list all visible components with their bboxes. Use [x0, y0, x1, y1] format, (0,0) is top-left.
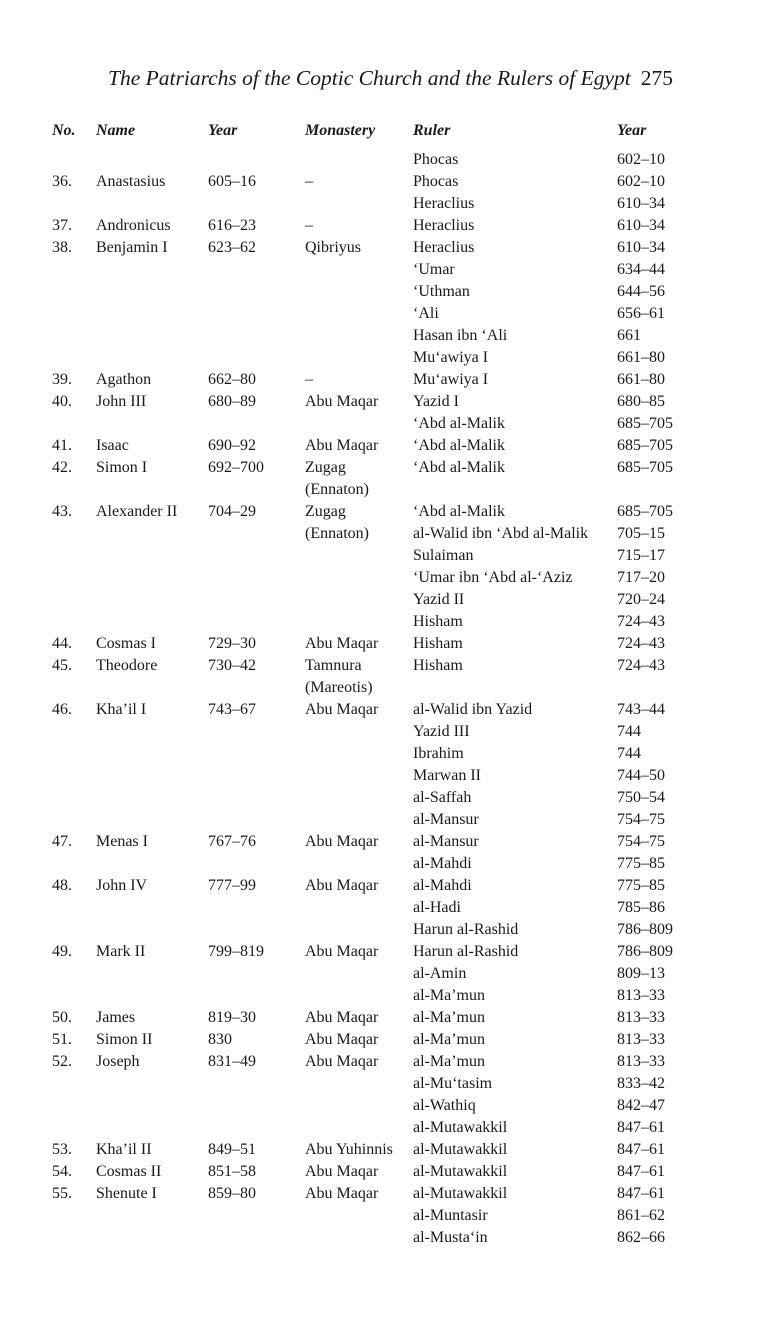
cell-ruler-year: 786–809	[617, 943, 673, 960]
cell-ruler: ‘Ali	[413, 305, 439, 322]
cell-ruler: Mu‘awiya I	[413, 349, 489, 366]
cell-monastery: Abu Maqar	[305, 1009, 379, 1026]
cell-year: 831–49	[208, 1053, 256, 1070]
table-row	[0, 898, 784, 920]
cell-no: 50.	[52, 1009, 72, 1026]
cell-ruler: al-Mutawakkil	[413, 1163, 508, 1180]
table-row	[0, 590, 784, 612]
cell-monastery: (Ennaton)	[305, 525, 369, 542]
table-row	[0, 1118, 784, 1140]
table-row	[0, 854, 784, 876]
table-row	[0, 832, 784, 854]
cell-name: Isaac	[96, 437, 129, 454]
cell-ruler-year: 724–43	[617, 613, 665, 630]
table-row	[0, 304, 784, 326]
cell-ruler-year: 775–85	[617, 877, 665, 894]
cell-ruler: al-Wathiq	[413, 1097, 476, 1114]
cell-year: 859–80	[208, 1185, 256, 1202]
cell-year: 616–23	[208, 217, 256, 234]
table-row	[0, 722, 784, 744]
table-row	[0, 1008, 784, 1030]
cell-year: 692–700	[208, 459, 264, 476]
cell-ruler: ‘Umar ibn ‘Abd al-‘Aziz	[413, 569, 573, 586]
cell-name: James	[96, 1009, 136, 1026]
cell-ruler: al-Walid ibn ‘Abd al-Malik	[413, 525, 589, 542]
cell-monastery: Abu Maqar	[305, 877, 379, 894]
table-row	[0, 1228, 784, 1250]
cell-ruler: al-Mansur	[413, 811, 479, 828]
cell-no: 41.	[52, 437, 72, 454]
cell-ruler: ‘Uthman	[413, 283, 470, 300]
cell-ruler: Heraclius	[413, 217, 475, 234]
cell-no: 44.	[52, 635, 72, 652]
cell-monastery: –	[305, 217, 313, 234]
cell-name: Cosmas II	[96, 1163, 162, 1180]
cell-ruler-year: 813–33	[617, 987, 665, 1004]
cell-name: John III	[96, 393, 147, 410]
cell-no: 51.	[52, 1031, 72, 1048]
cell-monastery: Abu Maqar	[305, 1031, 379, 1048]
column-header-monastery: Monastery	[305, 122, 376, 139]
table-row	[0, 150, 784, 172]
cell-ruler: Heraclius	[413, 239, 475, 256]
cell-ruler-year: 634–44	[617, 261, 665, 278]
table-row	[0, 1184, 784, 1206]
table-row	[0, 458, 784, 480]
cell-monastery: Zugag	[305, 503, 346, 520]
cell-ruler: Hisham	[413, 635, 463, 652]
cell-monastery: Tamnura	[305, 657, 362, 674]
cell-ruler-year: 685–705	[617, 415, 673, 432]
cell-ruler-year: 610–34	[617, 195, 665, 212]
cell-ruler-year: 717–20	[617, 569, 665, 586]
cell-ruler: ‘Umar	[413, 261, 455, 278]
cell-year: 729–30	[208, 635, 256, 652]
table-row	[0, 1140, 784, 1162]
page-number: 275	[640, 66, 673, 90]
cell-no: 46.	[52, 701, 72, 718]
table-row	[0, 766, 784, 788]
column-header-year: Year	[208, 122, 238, 139]
table-row	[0, 1206, 784, 1228]
cell-monastery: Abu Maqar	[305, 1185, 379, 1202]
table-row	[0, 260, 784, 282]
cell-name: Benjamin I	[96, 239, 168, 256]
table-row	[0, 810, 784, 832]
cell-name: Cosmas I	[96, 635, 156, 652]
cell-ruler-year: 661–80	[617, 371, 665, 388]
cell-ruler-year: 813–33	[617, 1009, 665, 1026]
cell-monastery: (Mareotis)	[305, 679, 373, 696]
table-row	[0, 744, 784, 766]
cell-ruler-year: 847–61	[617, 1163, 665, 1180]
cell-year: 690–92	[208, 437, 256, 454]
cell-name: Simon I	[96, 459, 148, 476]
table-row	[0, 326, 784, 348]
cell-ruler: Phocas	[413, 173, 459, 190]
cell-ruler-year: 813–33	[617, 1053, 665, 1070]
table-row	[0, 568, 784, 590]
cell-ruler-year: 656–61	[617, 305, 665, 322]
cell-ruler: Hisham	[413, 657, 463, 674]
cell-monastery: –	[305, 173, 313, 190]
cell-ruler-year: 775–85	[617, 855, 665, 872]
cell-ruler-year: 833–42	[617, 1075, 665, 1092]
cell-year: 849–51	[208, 1141, 256, 1158]
cell-ruler: ‘Abd al-Malik	[413, 503, 505, 520]
cell-year: 851–58	[208, 1163, 256, 1180]
cell-ruler: Harun al-Rashid	[413, 943, 519, 960]
table-row	[0, 238, 784, 260]
table-row	[0, 612, 784, 634]
cell-no: 54.	[52, 1163, 72, 1180]
cell-name: Joseph	[96, 1053, 140, 1070]
table-row	[0, 964, 784, 986]
cell-monastery: Zugag	[305, 459, 346, 476]
cell-ruler: al-Mutawakkil	[413, 1185, 508, 1202]
table-row	[0, 216, 784, 238]
table-row	[0, 678, 784, 700]
cell-monastery: Abu Yuhinnis	[305, 1141, 393, 1158]
cell-name: Menas I	[96, 833, 148, 850]
cell-name: Mark II	[96, 943, 146, 960]
cell-ruler: ‘Abd al-Malik	[413, 437, 505, 454]
cell-year: 819–30	[208, 1009, 256, 1026]
cell-name: Anastasius	[96, 173, 166, 190]
cell-ruler: al-Ma’mun	[413, 1031, 485, 1048]
cell-ruler: al-Ma’mun	[413, 987, 485, 1004]
cell-name: Kha’il II	[96, 1141, 152, 1158]
cell-name: Theodore	[96, 657, 158, 674]
table-row	[0, 1030, 784, 1052]
cell-ruler: al-Mahdi	[413, 855, 472, 872]
cell-ruler-year: 847–61	[617, 1119, 665, 1136]
cell-ruler-year: 754–75	[617, 811, 665, 828]
cell-monastery: Abu Maqar	[305, 701, 379, 718]
table-row	[0, 172, 784, 194]
table-row	[0, 392, 784, 414]
cell-ruler-year: 685–705	[617, 459, 673, 476]
cell-ruler-year: 644–56	[617, 283, 665, 300]
cell-no: 48.	[52, 877, 72, 894]
cell-ruler-year: 750–54	[617, 789, 665, 806]
cell-no: 49.	[52, 943, 72, 960]
cell-year: 777–99	[208, 877, 256, 894]
cell-ruler: Heraclius	[413, 195, 475, 212]
cell-ruler: al-Hadi	[413, 899, 461, 916]
cell-name: Andronicus	[96, 217, 171, 234]
cell-monastery: Abu Maqar	[305, 437, 379, 454]
table-row	[0, 480, 784, 502]
cell-no: 45.	[52, 657, 72, 674]
cell-year: 680–89	[208, 393, 256, 410]
column-header-no: No.	[52, 122, 76, 139]
cell-ruler: al-Saffah	[413, 789, 472, 806]
cell-no: 53.	[52, 1141, 72, 1158]
cell-ruler: Phocas	[413, 151, 459, 168]
cell-year: 662–80	[208, 371, 256, 388]
cell-ruler-year: 786–809	[617, 921, 673, 938]
cell-monastery: Abu Maqar	[305, 635, 379, 652]
cell-ruler: al-Musta‘in	[413, 1229, 488, 1246]
cell-year: 799–819	[208, 943, 264, 960]
cell-ruler-year: 813–33	[617, 1031, 665, 1048]
cell-ruler-year: 610–34	[617, 217, 665, 234]
cell-ruler: Hisham	[413, 613, 463, 630]
cell-ruler: al-Ma’mun	[413, 1009, 485, 1026]
table-row	[0, 348, 784, 370]
table-row	[0, 1074, 784, 1096]
cell-ruler-year: 842–47	[617, 1097, 665, 1114]
table-row	[0, 194, 784, 216]
cell-ruler-year: 861–62	[617, 1207, 665, 1224]
cell-monastery: (Ennaton)	[305, 481, 369, 498]
cell-ruler: al-Mu‘tasim	[413, 1075, 493, 1092]
cell-ruler: Hasan ibn ‘Ali	[413, 327, 508, 344]
table-row	[0, 634, 784, 656]
table-row	[0, 788, 784, 810]
table-row	[0, 502, 784, 524]
table-body	[0, 150, 784, 1250]
cell-no: 47.	[52, 833, 72, 850]
cell-monastery: Abu Maqar	[305, 393, 379, 410]
cell-name: Shenute I	[96, 1185, 157, 1202]
cell-no: 38.	[52, 239, 72, 256]
cell-no: 36.	[52, 173, 72, 190]
cell-year: 743–67	[208, 701, 256, 718]
cell-ruler-year: 602–10	[617, 173, 665, 190]
cell-ruler: al-Mutawakkil	[413, 1119, 508, 1136]
cell-no: 39.	[52, 371, 72, 388]
table-row	[0, 876, 784, 898]
cell-name: John IV	[96, 877, 148, 894]
cell-name: Simon II	[96, 1031, 153, 1048]
cell-ruler: Marwan II	[413, 767, 481, 784]
cell-ruler-year: 685–705	[617, 437, 673, 454]
cell-name: Kha’il I	[96, 701, 147, 718]
table-row	[0, 656, 784, 678]
cell-monastery: –	[305, 371, 313, 388]
cell-ruler-year: 602–10	[617, 151, 665, 168]
cell-ruler-year: 743–44	[617, 701, 665, 718]
cell-ruler: Mu‘awiya I	[413, 371, 489, 388]
cell-year: 704–29	[208, 503, 256, 520]
cell-ruler: al-Mutawakkil	[413, 1141, 508, 1158]
cell-ruler: ‘Abd al-Malik	[413, 459, 505, 476]
cell-name: Alexander II	[96, 503, 178, 520]
table-row	[0, 1162, 784, 1184]
cell-ruler: al-Ma’mun	[413, 1053, 485, 1070]
table-row	[0, 546, 784, 568]
cell-ruler: Harun al-Rashid	[413, 921, 519, 938]
table-row	[0, 282, 784, 304]
column-header-ruler: Ruler	[413, 122, 451, 139]
cell-ruler-year: 724–43	[617, 657, 665, 674]
table-row	[0, 436, 784, 458]
table-row	[0, 942, 784, 964]
table-row	[0, 700, 784, 722]
cell-year: 767–76	[208, 833, 256, 850]
cell-ruler-year: 785–86	[617, 899, 665, 916]
cell-ruler: Ibrahim	[413, 745, 464, 762]
cell-ruler: Yazid I	[413, 393, 459, 410]
cell-monastery: Abu Maqar	[305, 1163, 379, 1180]
cell-ruler: al-Muntasir	[413, 1207, 488, 1224]
cell-ruler-year: 715–17	[617, 547, 665, 564]
cell-ruler-year: 724–43	[617, 635, 665, 652]
cell-ruler-year: 754–75	[617, 833, 665, 850]
cell-ruler-year: 847–61	[617, 1141, 665, 1158]
table-header	[0, 120, 784, 146]
cell-no: 37.	[52, 217, 72, 234]
column-header-ruler-year: Year	[617, 122, 647, 139]
cell-ruler-year: 705–15	[617, 525, 665, 542]
cell-ruler: ‘Abd al-Malik	[413, 415, 505, 432]
cell-ruler-year: 680–85	[617, 393, 665, 410]
cell-year: 830	[208, 1031, 232, 1048]
cell-monastery: Abu Maqar	[305, 943, 379, 960]
table-row	[0, 1096, 784, 1118]
cell-year: 730–42	[208, 657, 256, 674]
cell-ruler-year: 862–66	[617, 1229, 665, 1246]
cell-ruler-year: 847–61	[617, 1185, 665, 1202]
cell-ruler-year: 744	[617, 745, 641, 762]
table-row	[0, 1052, 784, 1074]
cell-monastery: Abu Maqar	[305, 1053, 379, 1070]
cell-ruler-year: 685–705	[617, 503, 673, 520]
running-title: The Patriarchs of the Coptic Church and the Rulers of Egypt	[108, 66, 631, 90]
cell-ruler: Yazid II	[413, 591, 465, 608]
cell-ruler: al-Mahdi	[413, 877, 472, 894]
cell-year: 605–16	[208, 173, 256, 190]
cell-name: Agathon	[96, 371, 152, 388]
table-row	[0, 414, 784, 436]
cell-ruler-year: 744	[617, 723, 641, 740]
cell-no: 42.	[52, 459, 72, 476]
cell-ruler-year: 610–34	[617, 239, 665, 256]
page-header	[108, 66, 708, 106]
table-row	[0, 524, 784, 546]
cell-ruler: al-Walid ibn Yazid	[413, 701, 533, 718]
cell-monastery: Abu Maqar	[305, 833, 379, 850]
cell-ruler-year: 809–13	[617, 965, 665, 982]
cell-ruler-year: 744–50	[617, 767, 665, 784]
table-row	[0, 920, 784, 942]
table-row	[0, 370, 784, 392]
cell-ruler-year: 661	[617, 327, 641, 344]
table-row	[0, 986, 784, 1008]
cell-no: 43.	[52, 503, 72, 520]
cell-no: 55.	[52, 1185, 72, 1202]
cell-ruler: Yazid III	[413, 723, 470, 740]
cell-no: 40.	[52, 393, 72, 410]
cell-year: 623–62	[208, 239, 256, 256]
cell-ruler-year: 720–24	[617, 591, 665, 608]
column-header-name: Name	[96, 122, 136, 139]
cell-monastery: Qibriyus	[305, 239, 361, 256]
cell-no: 52.	[52, 1053, 72, 1070]
cell-ruler: Sulaiman	[413, 547, 474, 564]
cell-ruler: al-Amin	[413, 965, 467, 982]
cell-ruler: al-Mansur	[413, 833, 479, 850]
cell-ruler-year: 661–80	[617, 349, 665, 366]
